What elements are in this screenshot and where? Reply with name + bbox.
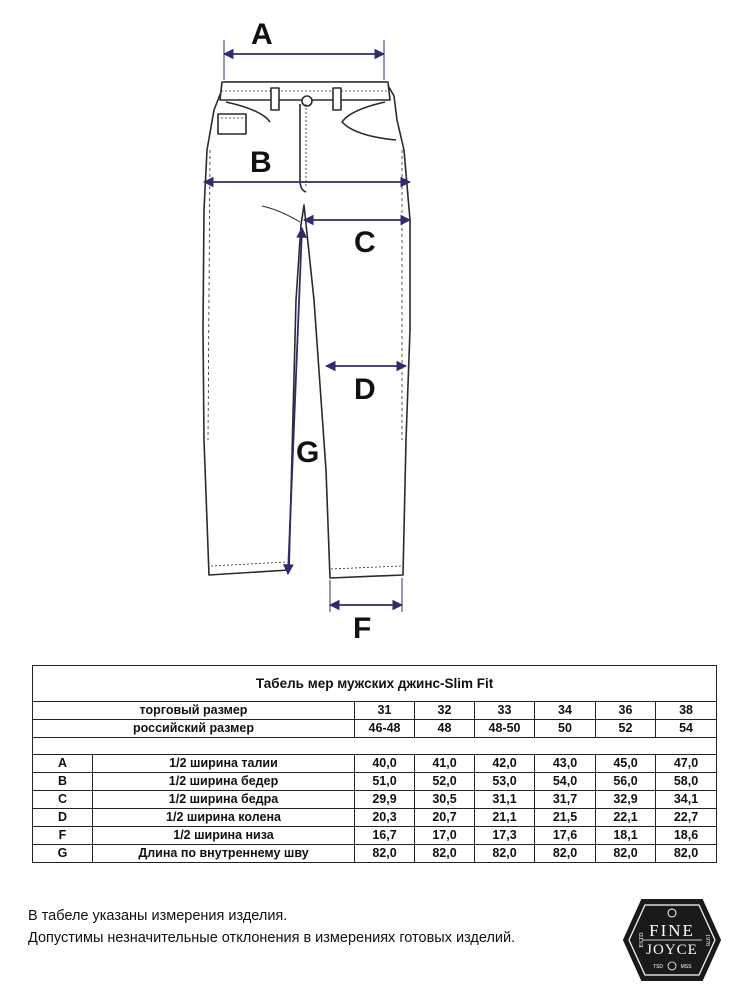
russian-size-cell: 48 [415, 720, 475, 738]
row-value: 54,0 [535, 773, 596, 791]
row-value: 21,5 [535, 809, 596, 827]
russian-size-cell: 48-50 [475, 720, 535, 738]
row-value: 82,0 [535, 845, 596, 863]
russian-size-row [33, 720, 717, 738]
table-row [33, 809, 717, 827]
row-value: 82,0 [415, 845, 475, 863]
russian-size-cell: 54 [656, 720, 717, 738]
notes [28, 905, 515, 949]
row-value: 58,0 [656, 773, 717, 791]
table-title: Табель мер мужских джинс-Slim Fit [33, 666, 717, 702]
row-value: 53,0 [475, 773, 535, 791]
row-code: A [33, 755, 93, 773]
row-value: 56,0 [596, 773, 656, 791]
row-value: 17,6 [535, 827, 596, 845]
row-value: 42,0 [475, 755, 535, 773]
row-name: 1/2 ширина бедра [93, 791, 355, 809]
row-value: 16,7 [355, 827, 415, 845]
spacer-cell [33, 738, 717, 755]
label-f: F [353, 612, 372, 645]
row-value: 22,1 [596, 809, 656, 827]
table-row [33, 773, 717, 791]
trade-size-cell: 32 [415, 702, 475, 720]
row-value: 18,1 [596, 827, 656, 845]
row-value: 30,5 [415, 791, 475, 809]
row-value: 22,7 [656, 809, 717, 827]
label-d: D [354, 373, 376, 406]
trade-size-cell: 34 [535, 702, 596, 720]
row-value: 29,9 [355, 791, 415, 809]
logo-word-joyce: JOYCE [646, 942, 698, 958]
table-title-row [33, 666, 717, 702]
row-name: 1/2 ширина талии [93, 755, 355, 773]
trade-size-label: торговый размер [33, 702, 355, 720]
label-b: B [250, 146, 272, 179]
row-value: 40,0 [355, 755, 415, 773]
jeans-outline [203, 82, 410, 578]
trade-size-cell: 33 [475, 702, 535, 720]
logo-word-fine: FINE [649, 921, 695, 940]
row-value: 20,3 [355, 809, 415, 827]
size-table [32, 665, 717, 863]
russian-size-label: российский размер [33, 720, 355, 738]
trade-size-row [33, 702, 717, 720]
row-code: F [33, 827, 93, 845]
row-value: 18,6 [656, 827, 717, 845]
row-value: 31,1 [475, 791, 535, 809]
row-value: 20,7 [415, 809, 475, 827]
fine-joyce-logo [620, 896, 724, 984]
row-name: 1/2 ширина колена [93, 809, 355, 827]
row-name: 1/2 ширина низа [93, 827, 355, 845]
russian-size-cell: 50 [535, 720, 596, 738]
row-value: 17,0 [415, 827, 475, 845]
row-value: 43,0 [535, 755, 596, 773]
logo-bottom-left: TSD [653, 964, 663, 970]
row-code: B [33, 773, 93, 791]
row-code: C [33, 791, 93, 809]
note-line-2: Допустимы незначительные отклонения в измерениях готовых изделий. [28, 930, 516, 946]
table-row [33, 755, 717, 773]
trade-size-cell: 36 [596, 702, 656, 720]
table-spacer-row [33, 738, 717, 755]
row-value: 21,1 [475, 809, 535, 827]
label-a: A [251, 18, 273, 51]
logo-bottom-right: MSS [680, 964, 692, 970]
label-c: C [354, 226, 376, 259]
row-value: 45,0 [596, 755, 656, 773]
row-value: 52,0 [415, 773, 475, 791]
logo-estd: ESTD [639, 932, 645, 948]
row-value: 82,0 [596, 845, 656, 863]
row-code: D [33, 809, 93, 827]
row-value: 31,7 [535, 791, 596, 809]
row-value: 82,0 [355, 845, 415, 863]
row-name: 1/2 ширина бедер [93, 773, 355, 791]
row-value: 41,0 [415, 755, 475, 773]
row-value: 51,0 [355, 773, 415, 791]
trade-size-cell: 38 [656, 702, 717, 720]
row-code: G [33, 845, 93, 863]
table-row [33, 827, 717, 845]
table-row [33, 845, 717, 863]
note-line-1: В табеле указаны измерения изделия. [28, 908, 288, 924]
row-value: 34,1 [656, 791, 717, 809]
row-name: Длина по внутреннему шву [93, 845, 355, 863]
row-value: 47,0 [656, 755, 717, 773]
russian-size-cell: 52 [596, 720, 656, 738]
row-value: 17,3 [475, 827, 535, 845]
table-row [33, 791, 717, 809]
row-value: 82,0 [475, 845, 535, 863]
russian-size-cell: 46-48 [355, 720, 415, 738]
row-value: 82,0 [656, 845, 717, 863]
trade-size-cell: 31 [355, 702, 415, 720]
logo-year: 1978 [704, 934, 710, 946]
label-g: G [296, 436, 320, 469]
row-value: 32,9 [596, 791, 656, 809]
